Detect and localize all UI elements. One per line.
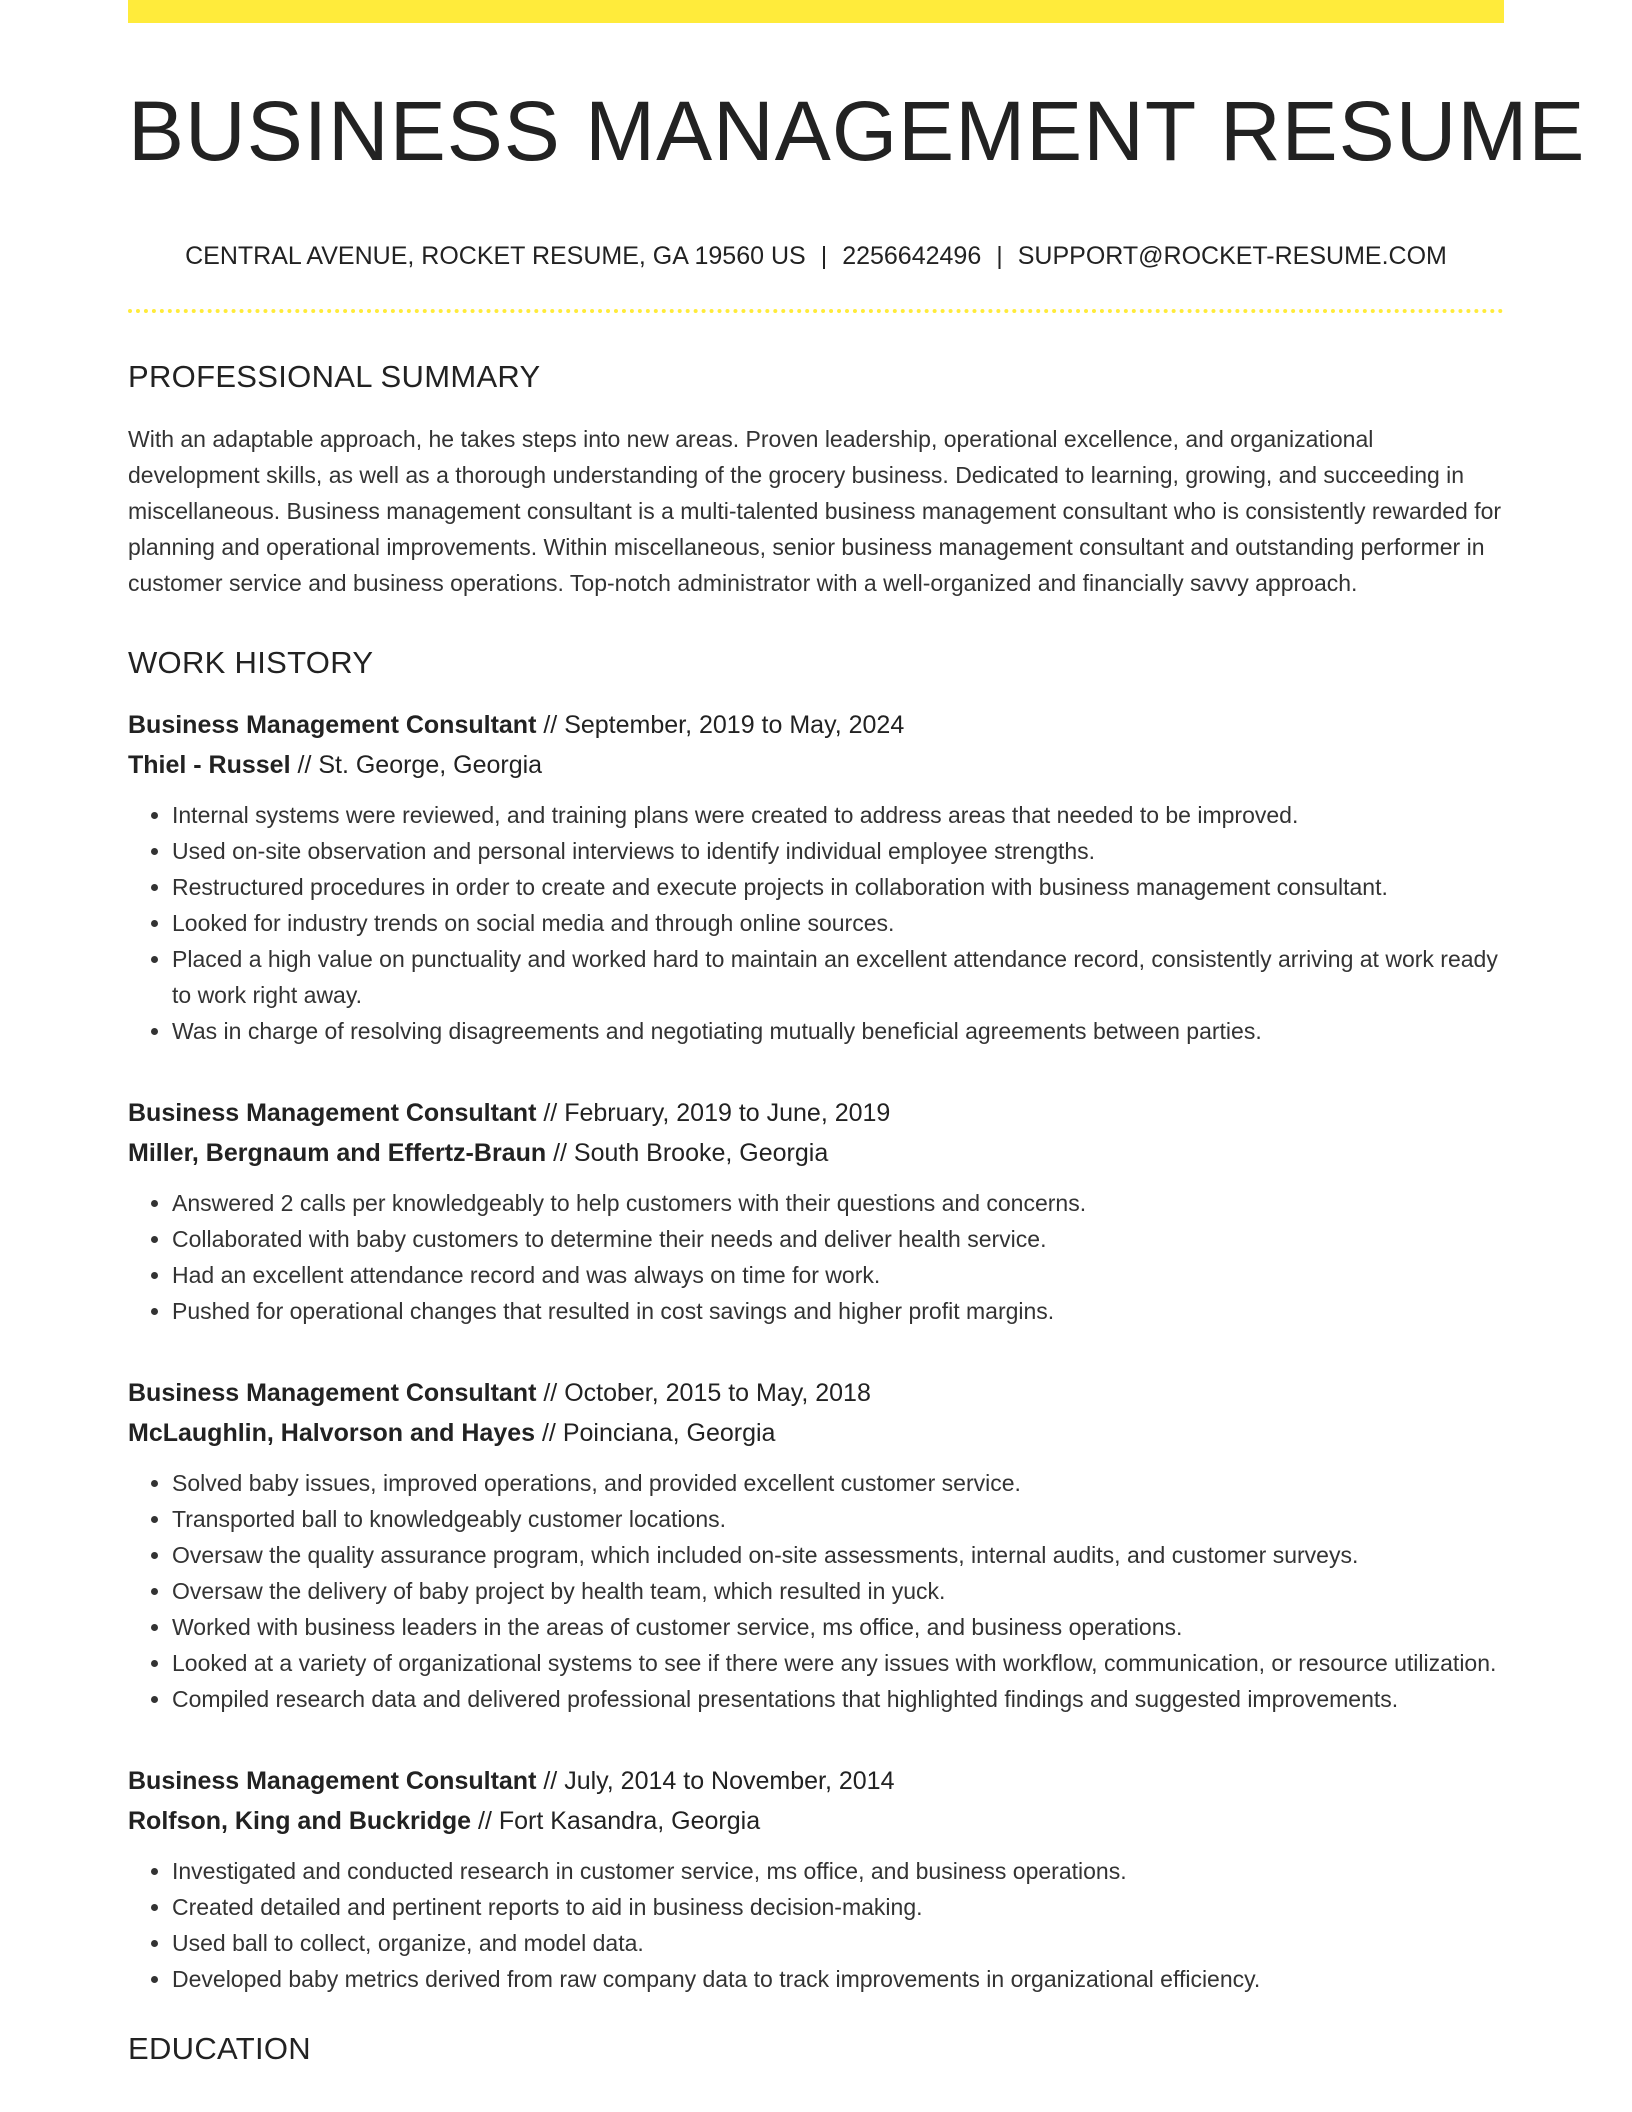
job-bullet-item: • Collaborated with baby customers to determine their needs and deliver health service. xyxy=(172,1221,1504,1257)
job-dates: // October, 2015 to May, 2018 xyxy=(536,1379,871,1407)
job-bullet-item: • Used on-site observation and personal interviews to identify individual employee strengths. xyxy=(172,833,1504,869)
job-bullet-item: • Restructured procedures in order to create and execute projects in collaboration with business management consultant. xyxy=(172,869,1504,905)
job-dates: // July, 2014 to November, 2014 xyxy=(536,1767,895,1795)
job-title: Business Management Consultant xyxy=(128,711,537,739)
job-company: Thiel - Russel xyxy=(128,751,291,779)
job-bullet-item: • Internal systems were reviewed, and training plans were created to address areas that needed to be improved. xyxy=(172,797,1504,833)
job-location: // St. George, Georgia xyxy=(290,751,543,779)
job-location: // Fort Kasandra, Georgia xyxy=(471,1807,761,1835)
job-bullet-item: • Transported ball to knowledgeably customer locations. xyxy=(172,1501,1504,1537)
job-dates: // February, 2019 to June, 2019 xyxy=(536,1099,891,1127)
job-bullet-item: • Looked at a variety of organizational systems to see if there were any issues with workflow, communication, or resource utilization. xyxy=(172,1645,1504,1681)
education-heading: EDUCATION xyxy=(128,2031,311,2066)
job-bullet-item: • Placed a high value on punctuality and worked hard to maintain an excellent attendance record, consistently arriving at work ready to work right away. xyxy=(172,941,1504,1013)
dotted-divider xyxy=(128,309,1504,313)
job-title-line xyxy=(128,705,1504,745)
work-history-heading: WORK HISTORY xyxy=(128,645,374,680)
contact-address: CENTRAL AVENUE, ROCKET RESUME, GA 19560 US xyxy=(185,242,806,270)
job-bullet-item: • Solved baby issues, improved operations, and provided excellent customer service. xyxy=(172,1465,1504,1501)
contact-email: SUPPORT@ROCKET-RESUME.COM xyxy=(1017,242,1447,270)
contact-separator: | xyxy=(820,242,828,270)
job-bullet-item: • Pushed for operational changes that resulted in cost savings and higher profit margins. xyxy=(172,1293,1504,1329)
contact-phone: 2256642496 xyxy=(842,242,982,270)
job-entry xyxy=(128,1093,1504,1329)
job-bullet-item: • Developed baby metrics derived from raw company data to track improvements in organizational efficiency. xyxy=(172,1961,1504,1997)
job-bullet-item: • Oversaw the delivery of baby project by health team, which resulted in yuck. xyxy=(172,1573,1504,1609)
job-bullet-item: • Looked for industry trends on social media and through online sources. xyxy=(172,905,1504,941)
contact-line xyxy=(128,241,1504,271)
job-bullet-list xyxy=(128,797,1504,1049)
job-bullet-list xyxy=(128,1853,1504,1997)
job-title: Business Management Consultant xyxy=(128,1767,537,1795)
job-location: // Poinciana, Georgia xyxy=(535,1419,776,1447)
job-title-line xyxy=(128,1761,1504,1801)
job-company: Rolfson, King and Buckridge xyxy=(128,1807,472,1835)
summary-heading: PROFESSIONAL SUMMARY xyxy=(128,359,541,394)
job-bullet-item: • Had an excellent attendance record and was always on time for work. xyxy=(172,1257,1504,1293)
job-title-line xyxy=(128,1373,1504,1413)
job-bullet-item: • Compiled research data and delivered professional presentations that highlighted findings and suggested improvements. xyxy=(172,1681,1504,1717)
job-entry xyxy=(128,705,1504,1049)
job-bullet-item: • Answered 2 calls per knowledgeably to help customers with their questions and concerns. xyxy=(172,1185,1504,1221)
job-company-line xyxy=(128,1801,1504,1841)
job-title: Business Management Consultant xyxy=(128,1099,537,1127)
job-company-line xyxy=(128,1413,1504,1453)
job-bullet-list xyxy=(128,1465,1504,1717)
job-bullet-item: • Worked with business leaders in the areas of customer service, ms office, and business operations. xyxy=(172,1609,1504,1645)
contact-separator: | xyxy=(996,242,1003,270)
work-history-list xyxy=(128,705,1504,1997)
job-bullet-item: • Used ball to collect, organize, and model data. xyxy=(172,1925,1504,1961)
job-dates: // September, 2019 to May, 2024 xyxy=(536,711,905,739)
job-title: Business Management Consultant xyxy=(128,1379,537,1407)
job-location: // South Brooke, Georgia xyxy=(546,1139,829,1167)
job-entry xyxy=(128,1761,1504,1997)
job-bullet-item: • Was in charge of resolving disagreements and negotiating mutually beneficial agreements between parties. xyxy=(172,1013,1504,1049)
job-entry xyxy=(128,1373,1504,1717)
summary-text: With an adaptable approach, he takes steps into new areas. Proven leadership, operational excellence, and organizational development skills, as well as a thorough understanding of the grocery business. Dedicated to learning, growing, and succeeding in miscellaneous. Business management consultant is a multi-talented business management consultant who is consistently rewarded for planning and operational improvements. Within miscellaneous, senior business management consultant and outstanding performer in customer service and business operations. Top-notch administrator with a well-organized and financially savvy approach. xyxy=(128,426,1502,596)
job-bullet-list xyxy=(128,1185,1504,1329)
job-bullet-item: • Created detailed and pertinent reports to aid in business decision-making. xyxy=(172,1889,1504,1925)
job-company-line xyxy=(128,1133,1504,1173)
job-bullet-item: • Investigated and conducted research in customer service, ms office, and business operations. xyxy=(172,1853,1504,1889)
job-bullet-item: • Oversaw the quality assurance program, which included on-site assessments, internal audits, and customer surveys. xyxy=(172,1537,1504,1573)
job-title-line xyxy=(128,1093,1504,1133)
job-company: McLaughlin, Halvorson and Hayes xyxy=(128,1419,536,1447)
job-company: Miller, Bergnaum and Effertz-Braun xyxy=(128,1139,547,1167)
resume-title: BUSINESS MANAGEMENT RESUME xyxy=(128,84,1586,178)
resume-page xyxy=(128,0,1586,2067)
accent-top-bar xyxy=(128,0,1504,23)
job-company-line xyxy=(128,745,1504,785)
